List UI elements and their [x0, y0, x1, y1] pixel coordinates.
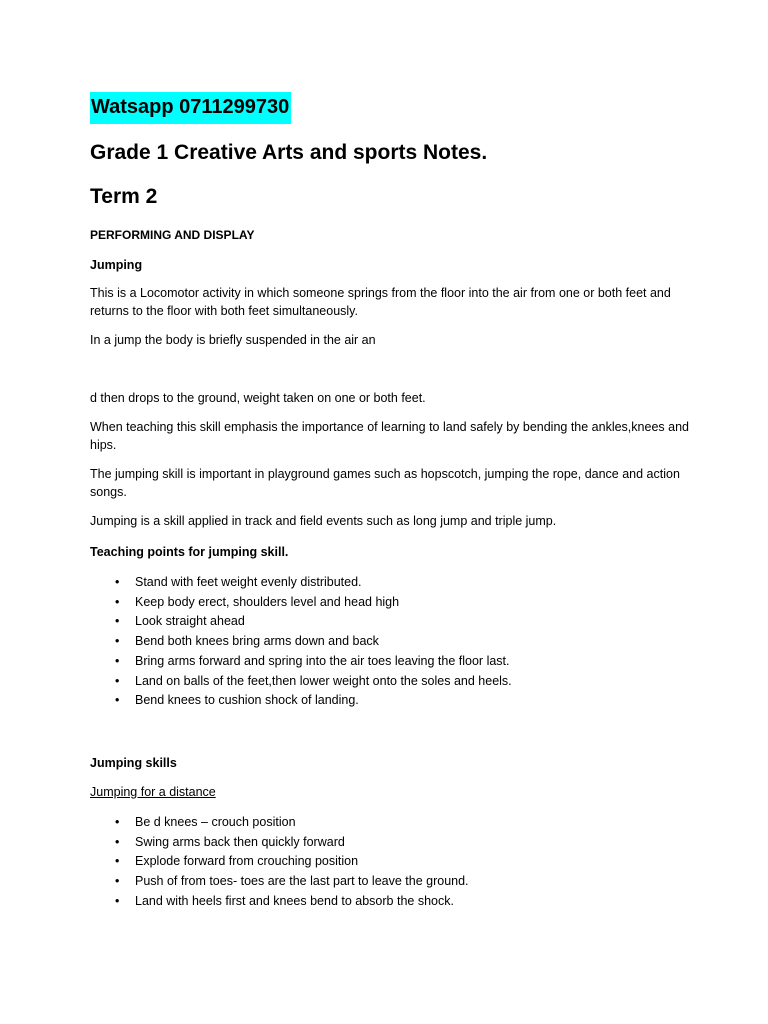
list-item-text: Explode forward from crouching position	[135, 854, 359, 869]
list-item-text: Bend knees to cushion shock of landing.	[135, 693, 359, 708]
list-item-text: Bend both knees bring arms down and back	[135, 634, 379, 649]
section-heading: PERFORMING AND DISPLAY	[90, 228, 255, 242]
bullet-icon: •	[115, 834, 120, 849]
bullet-icon: •	[115, 693, 120, 708]
list-item	[90, 573, 690, 593]
teaching-points-heading: Teaching points for jumping skill.	[90, 545, 289, 559]
bullet-icon: •	[115, 594, 120, 609]
bullet-icon: •	[115, 893, 120, 908]
list-item-text: Stand with feet weight evenly distributed.	[135, 575, 362, 589]
list-item-text: Keep body erect, shoulders level and head high	[135, 594, 400, 609]
list-item	[90, 892, 690, 912]
paragraph-definition: This is a Locomotor activity in which someone springs from the floor into the air from one or both feet and returns to the floor with both feet simultaneously.	[90, 286, 671, 318]
bullet-icon: •	[115, 653, 120, 668]
list-item	[90, 632, 690, 652]
list-item-text: Look straight ahead	[135, 614, 245, 629]
term-heading: Term 2	[90, 185, 158, 208]
bullet-icon: •	[115, 814, 120, 829]
list-item-text: Bring arms forward and spring into the air toes leaving the floor last.	[135, 653, 510, 668]
jumping-distance-heading: Jumping for a distance	[90, 784, 216, 799]
document-title: Grade 1 Creative Arts and sports Notes.	[90, 141, 488, 164]
list-item	[90, 593, 690, 613]
list-item-text: Swing arms back then quickly forward	[135, 834, 345, 849]
list-item-text: Land with heels first and knees bend to absorb the shock.	[135, 893, 454, 908]
list-item-text: Land on balls of the feet,then lower weight onto the soles and heels.	[135, 673, 512, 688]
list-item	[90, 691, 690, 711]
list-item	[90, 872, 690, 892]
whatsapp-contact-highlight: Watsapp 0711299730	[90, 92, 291, 124]
list-item-text: Push of from toes- toes are the last part to leave the ground.	[135, 874, 469, 889]
bullet-icon: •	[115, 874, 120, 889]
list-item	[90, 852, 690, 872]
list-item	[90, 652, 690, 672]
bullet-icon: •	[115, 673, 120, 688]
list-item	[90, 833, 690, 853]
list-item-text: Be d knees – crouch position	[135, 814, 296, 829]
list-item	[90, 813, 690, 833]
bullet-icon: •	[115, 854, 120, 869]
paragraph-drops: d then drops to the ground, weight taken on one or both feet.	[90, 391, 426, 405]
list-item	[90, 612, 690, 632]
jumping-skills-heading: Jumping skills	[90, 755, 177, 770]
bullet-icon: •	[115, 614, 120, 629]
spacer	[90, 711, 690, 741]
paragraph-track-field: Jumping is a skill applied in track and field events such as long jump and triple jump.	[90, 514, 557, 528]
distance-points-list	[90, 813, 690, 912]
paragraph-teaching: When teaching this skill emphasis the importance of learning to land safely by bending the ankles,knees and hips.	[90, 420, 689, 452]
teaching-points-list	[90, 573, 690, 711]
document-page	[90, 92, 690, 911]
list-item	[90, 672, 690, 692]
paragraph-importance: The jumping skill is important in playground games such as hopscotch, jumping the rope, dance and action songs.	[90, 467, 680, 499]
paragraph-suspended: In a jump the body is briefly suspended in the air an	[90, 333, 376, 347]
bullet-icon: •	[115, 575, 120, 589]
jumping-subheading: Jumping	[90, 258, 143, 272]
bullet-icon: •	[115, 634, 120, 649]
